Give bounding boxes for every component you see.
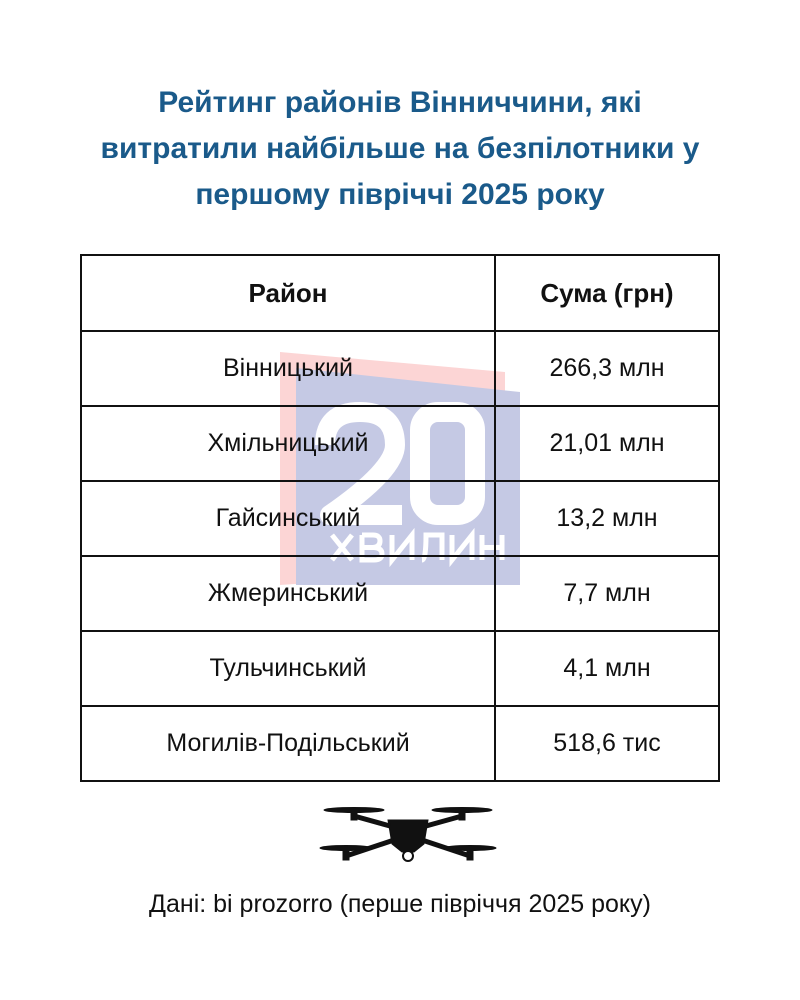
amount-cell: 518,6 тис: [495, 706, 719, 781]
drone-icon: [318, 800, 498, 872]
table-row: [81, 631, 719, 706]
district-cell: Жмеринський: [81, 556, 495, 631]
table-row: [81, 481, 719, 556]
amount-cell: 21,01 млн: [495, 406, 719, 481]
amount-cell: 13,2 млн: [495, 481, 719, 556]
district-cell: Гайсинський: [81, 481, 495, 556]
amount-cell: 4,1 млн: [495, 631, 719, 706]
amount-cell: 266,3 млн: [495, 331, 719, 406]
table-row: [81, 331, 719, 406]
table-row: [81, 406, 719, 481]
district-cell: Могилів-Подільський: [81, 706, 495, 781]
table-row: [81, 556, 719, 631]
title-line: витратили найбільше на безпілотники у: [100, 132, 700, 165]
district-cell: Хмільницький: [81, 406, 495, 481]
table-header-row: [81, 255, 719, 331]
ranking-table: [80, 254, 720, 782]
column-header: Район: [81, 255, 495, 331]
district-cell: Тульчинський: [81, 631, 495, 706]
column-header: Сума (грн): [495, 255, 719, 331]
title-line: Рейтинг районів Вінниччини, які: [158, 86, 642, 119]
title-line: першому півріччі 2025 року: [195, 178, 605, 211]
district-cell: Вінницький: [81, 331, 495, 406]
amount-cell: 7,7 млн: [495, 556, 719, 631]
table-row: [81, 706, 719, 781]
data-source: Дані: bi prozorro (перше півріччя 2025 року): [149, 890, 651, 918]
